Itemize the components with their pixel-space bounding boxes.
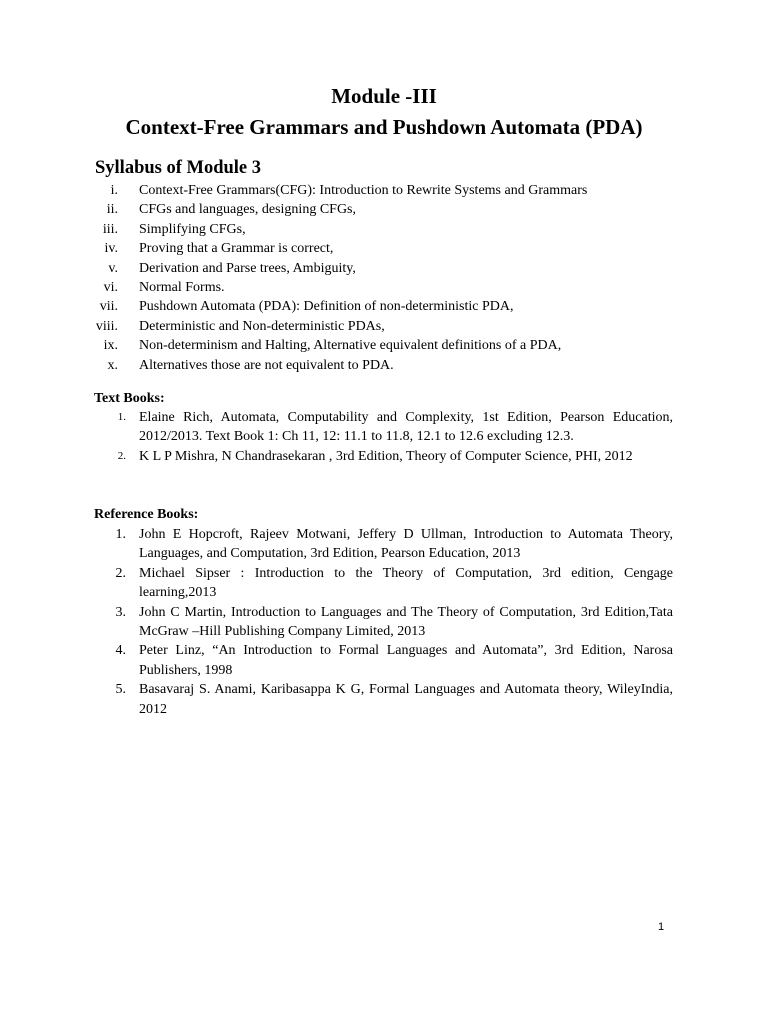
reference-book-number: 1.	[115, 527, 126, 542]
syllabus-item-text: Proving that a Grammar is correct,	[139, 241, 334, 257]
syllabus-item-text: Deterministic and Non-deterministic PDAs,	[139, 318, 385, 334]
syllabus-item	[0, 259, 768, 278]
syllabus-item-text: Context-Free Grammars(CFG): Introduction to Rewrite Systems and Grammars	[139, 183, 588, 198]
reference-books-heading: Reference Books:	[94, 507, 199, 522]
syllabus-item-text: CFGs and languages, designing CFGs,	[139, 202, 356, 218]
reference-books-list	[0, 525, 768, 719]
syllabus-item-text: Alternatives those are not equivalent to PDA.	[139, 357, 394, 373]
syllabus-item-text: Normal Forms.	[139, 279, 225, 295]
page-number: 1	[658, 921, 665, 933]
syllabus-item-number: iv.	[104, 241, 118, 257]
text-book-number: 1.	[117, 411, 126, 423]
syllabus-item	[0, 336, 768, 355]
syllabus-item-number: viii.	[95, 318, 118, 334]
syllabus-item-number: vii.	[99, 299, 118, 315]
reference-book-number: 2.	[115, 565, 126, 581]
reference-book-item	[0, 641, 768, 680]
text-books-list	[0, 408, 768, 466]
syllabus-item-number: v.	[108, 260, 118, 276]
reference-book-text: John E Hopcroft, Rajeev Motwani, Jeffery D Ullman, Introduction to Automata Theory, Languages, and Computation, 3rd Edition, Pearson Education, 2013	[139, 527, 673, 562]
reference-book-text: John C Martin, Introduction to Languages and The Theory of Computation, 3rd Edition,Tata McGraw –Hill Publishing Company Limited, 2013	[139, 604, 673, 640]
reference-book-item	[0, 525, 768, 564]
module-title: Module -III	[331, 84, 437, 108]
syllabus-list	[0, 181, 768, 375]
syllabus-item-text: Non-determinism and Halting, Alternative equivalent definitions of a PDA,	[139, 338, 562, 354]
syllabus-item-number: iii.	[102, 221, 118, 237]
reference-book-item	[0, 564, 768, 603]
reference-book-number: 4.	[115, 643, 126, 659]
syllabus-item	[0, 181, 768, 200]
text-book-item	[0, 447, 768, 466]
syllabus-item-text: Pushdown Automata (PDA): Definition of non-deterministic PDA,	[139, 299, 514, 315]
text-book-text: Elaine Rich, Automata, Computability and Complexity, 1st Edition, Pearson Education, 2012/2013. Text Book 1: Ch 11, 12: 11.1 to 11.8, 12.1 to 12.6 excluding 12.3.	[139, 410, 673, 445]
syllabus-item	[0, 317, 768, 336]
reference-book-number: 5.	[115, 682, 126, 698]
syllabus-item	[0, 200, 768, 219]
syllabus-item-number: i.	[110, 183, 118, 198]
syllabus-item-number: vi.	[103, 279, 118, 295]
reference-book-text: Peter Linz, “An Introduction to Formal Languages and Automata”, 3rd Edition, Narosa Publishers, 1998	[139, 643, 673, 678]
syllabus-item	[0, 220, 768, 239]
text-books-heading: Text Books:	[94, 391, 165, 406]
syllabus-item-text: Simplifying CFGs,	[139, 221, 246, 237]
syllabus-item-number: ix.	[103, 338, 118, 354]
syllabus-item	[0, 239, 768, 258]
syllabus-item-number: x.	[107, 357, 118, 373]
syllabus-item	[0, 356, 768, 375]
reference-book-text: Michael Sipser : Introduction to the Theory of Computation, 3rd edition, Cengage learning,2013	[139, 565, 673, 601]
text-book-number: 2.	[117, 449, 126, 462]
reference-book-text: Basavaraj S. Anami, Karibasappa K G, Formal Languages and Automata theory, WileyIndia, 2012	[139, 682, 673, 717]
reference-book-number: 3.	[115, 604, 126, 620]
syllabus-item-text: Derivation and Parse trees, Ambiguity,	[139, 260, 356, 276]
text-book-text: K L P Mishra, N Chandrasekaran , 3rd Edition, Theory of Computer Science, PHI, 2012	[139, 448, 633, 464]
module-subtitle: Context-Free Grammars and Pushdown Automata (PDA)	[125, 115, 643, 139]
text-book-item	[0, 408, 768, 447]
reference-book-item	[0, 603, 768, 642]
syllabus-heading: Syllabus of Module 3	[95, 158, 262, 178]
syllabus-item-number: ii.	[106, 202, 118, 218]
reference-book-item	[0, 680, 768, 719]
syllabus-item	[0, 297, 768, 316]
syllabus-item	[0, 278, 768, 297]
